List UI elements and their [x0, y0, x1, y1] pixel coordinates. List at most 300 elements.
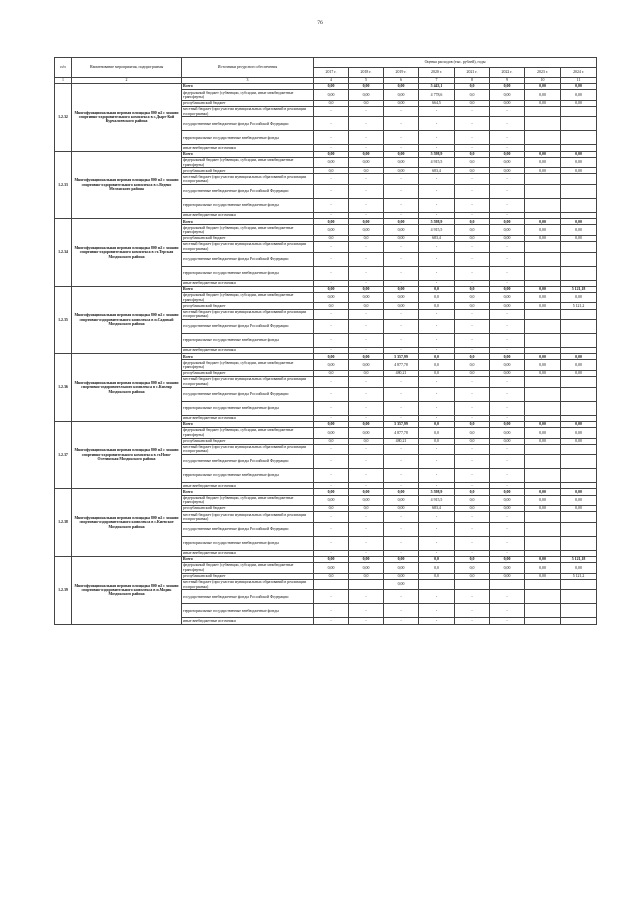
amount-cell: 0,0 — [349, 100, 384, 106]
amount-cell: 0,0 — [314, 235, 349, 241]
amount-cell — [561, 320, 597, 334]
amount-cell: 0,00 — [525, 90, 561, 101]
amount-cell: 0,00 — [525, 573, 561, 579]
amount-cell: - — [419, 536, 455, 550]
amount-cell: - — [455, 212, 490, 218]
amount-cell: 0,00 — [490, 292, 525, 303]
amount-cell: - — [455, 590, 490, 604]
amount-cell — [561, 618, 597, 624]
amount-cell: - — [490, 334, 525, 348]
amount-cell: 0,00 — [525, 438, 561, 444]
amount-cell: 0,00 — [490, 303, 525, 309]
amount-cell: - — [384, 131, 419, 145]
header-year: 2021 г. — [455, 68, 490, 78]
funding-source: Всего — [182, 286, 314, 292]
amount-cell: 0,00 — [349, 421, 384, 427]
amount-cell: 0,0 — [455, 84, 490, 90]
amount-cell: - — [490, 469, 525, 483]
amount-cell: 0,00 — [561, 489, 597, 495]
amount-cell: 0,00 — [490, 157, 525, 168]
amount-cell: 0,00 — [525, 563, 561, 574]
amount-cell: - — [314, 348, 349, 354]
amount-cell: 0,00 — [314, 151, 349, 157]
amount-cell: 0,00 — [384, 489, 419, 495]
amount-cell: 0,00 — [561, 354, 597, 360]
amount-cell: - — [490, 483, 525, 489]
amount-cell: 0,00 — [490, 286, 525, 292]
amount-cell — [525, 377, 561, 388]
amount-cell: - — [384, 455, 419, 469]
amount-cell: - — [419, 512, 455, 523]
item-name: Многофункциональная игровая площадка 800 м2 с зонами спортивно-оздоровительного комплекса в п.Садовый Моздокского района — [72, 286, 182, 354]
amount-cell: 0,00 — [561, 495, 597, 506]
amount-cell: - — [384, 469, 419, 483]
amount-cell: 0,00 — [561, 219, 597, 225]
amount-cell: - — [455, 334, 490, 348]
amount-cell: 0,00 — [490, 556, 525, 562]
amount-cell: 0,00 — [384, 286, 419, 292]
amount-cell: - — [349, 212, 384, 218]
amount-cell: 0,0 — [455, 563, 490, 574]
amount-cell: - — [455, 320, 490, 334]
amount-cell — [490, 579, 525, 590]
amount-cell: - — [349, 252, 384, 266]
amount-cell: 0,00 — [314, 556, 349, 562]
amount-cell — [525, 266, 561, 280]
amount-cell: - — [314, 106, 349, 117]
amount-cell: 0,0 — [419, 421, 455, 427]
amount-cell: - — [490, 309, 525, 320]
amount-cell: - — [490, 184, 525, 198]
amount-cell: - — [349, 522, 384, 536]
funding-source: иные внебюджетные источники — [182, 145, 314, 151]
amount-cell: 0,00 — [490, 84, 525, 90]
amount-cell: 0,00 — [349, 84, 384, 90]
funding-source: Всего — [182, 556, 314, 562]
amount-cell: 0,00 — [314, 157, 349, 168]
amount-cell — [561, 522, 597, 536]
amount-cell — [525, 455, 561, 469]
item-name: Многофункциональная игровая площадка 800 м2 с зонами спортивно-оздоровительного комплекса в ст.Ново-Осетинская Моздокского района — [72, 421, 182, 489]
funding-source: Всего — [182, 354, 314, 360]
amount-cell: - — [455, 184, 490, 198]
amount-cell: 0,00 — [349, 292, 384, 303]
amount-cell: - — [490, 212, 525, 218]
amount-cell: - — [384, 377, 419, 388]
amount-cell: - — [419, 377, 455, 388]
amount-cell: - — [419, 106, 455, 117]
amount-cell: 0,0 — [455, 168, 490, 174]
amount-cell: 0,00 — [525, 489, 561, 495]
amount-cell: 0,0 — [419, 360, 455, 371]
amount-cell: - — [349, 174, 384, 185]
amount-cell: - — [419, 455, 455, 469]
item-code: 1.2.34 — [55, 219, 72, 287]
amount-cell: 0,00 — [349, 489, 384, 495]
amount-cell: - — [314, 280, 349, 286]
amount-cell: - — [349, 618, 384, 624]
amount-cell: - — [419, 348, 455, 354]
amount-cell — [525, 618, 561, 624]
amount-cell: 480,21 — [384, 370, 419, 376]
amount-cell: 0,0 — [349, 370, 384, 376]
amount-cell — [455, 579, 490, 590]
amount-cell: 0,00 — [490, 219, 525, 225]
amount-cell: 0,00 — [561, 90, 597, 101]
amount-cell: 0,00 — [384, 235, 419, 241]
amount-cell: 0,00 — [490, 438, 525, 444]
amount-cell: 0,00 — [525, 225, 561, 236]
amount-cell: - — [349, 145, 384, 151]
amount-cell: 0,00 — [349, 219, 384, 225]
amount-cell: - — [490, 266, 525, 280]
amount-cell: 0,00 — [525, 100, 561, 106]
amount-cell — [525, 198, 561, 212]
item-name: Многофункциональная игровая площадка 800 м2 с зонами спортивно-оздоровительного комплекса в п.Модик Моздокского района — [72, 556, 182, 624]
funding-source: федеральный бюджет (субвенции, субсидии, иные межбюджетные трансферты) — [182, 360, 314, 371]
amount-cell: 0,0 — [455, 100, 490, 106]
amount-cell — [561, 242, 597, 253]
amount-cell: - — [384, 387, 419, 401]
amount-cell: - — [419, 469, 455, 483]
amount-cell: 0,00 — [349, 563, 384, 574]
amount-cell — [525, 522, 561, 536]
amount-cell: - — [419, 198, 455, 212]
amount-cell — [525, 309, 561, 320]
item-code: 1.2.33 — [55, 151, 72, 219]
amount-cell: 4 877,78 — [384, 428, 419, 439]
amount-cell — [525, 334, 561, 348]
amount-cell: 0,00 — [525, 370, 561, 376]
amount-cell: - — [455, 198, 490, 212]
amount-cell: - — [490, 415, 525, 421]
amount-cell — [525, 590, 561, 604]
amount-cell: 0,00 — [314, 292, 349, 303]
amount-cell: 0,00 — [384, 157, 419, 168]
amount-cell: 0,0 — [455, 506, 490, 512]
amount-cell: - — [455, 522, 490, 536]
funding-source: иные внебюджетные источники — [182, 348, 314, 354]
funding-source: Всего — [182, 421, 314, 427]
amount-cell: - — [455, 131, 490, 145]
amount-cell: 5 357,99 — [384, 354, 419, 360]
amount-cell: - — [455, 309, 490, 320]
header-year: 2023 г. — [525, 68, 561, 78]
amount-cell: 0,00 — [384, 168, 419, 174]
amount-cell: - — [490, 604, 525, 618]
amount-cell: 0,00 — [314, 360, 349, 371]
funding-source: иные внебюджетные источники — [182, 280, 314, 286]
column-index: 6 — [384, 78, 419, 84]
amount-cell — [525, 252, 561, 266]
funding-source: федеральный бюджет (субвенции, субсидии, иные межбюджетные трансферты) — [182, 292, 314, 303]
amount-cell: 0,00 — [561, 84, 597, 90]
amount-cell: - — [314, 320, 349, 334]
amount-cell: - — [490, 280, 525, 286]
amount-cell: 0,00 — [561, 370, 597, 376]
amount-cell: - — [419, 444, 455, 455]
funding-source: федеральный бюджет (субвенции, субсидии, иные межбюджетные трансферты) — [182, 90, 314, 101]
amount-cell: 0,00 — [314, 354, 349, 360]
funding-source: государственные внебюджетные фонды Российской Федерации — [182, 252, 314, 266]
amount-cell: 0,00 — [349, 428, 384, 439]
amount-cell: 0,00 — [314, 563, 349, 574]
amount-cell: 0,00 — [349, 157, 384, 168]
amount-cell: - — [490, 522, 525, 536]
funding-source: территориальные государственные внебюджетные фонды — [182, 604, 314, 618]
amount-cell: 0,0 — [455, 573, 490, 579]
amount-cell: 0,00 — [561, 292, 597, 303]
amount-cell: - — [314, 387, 349, 401]
amount-cell: 0,0 — [349, 438, 384, 444]
amount-cell: 5 121,18 — [561, 556, 597, 562]
funding-source: республиканский бюджет — [182, 370, 314, 376]
funding-source: иные внебюджетные источники — [182, 212, 314, 218]
amount-cell: 0,00 — [561, 421, 597, 427]
amount-cell: - — [455, 483, 490, 489]
funding-source: местный бюджет (при участии муниципальных образований в реализации госпрограммы) — [182, 174, 314, 185]
amount-cell: - — [419, 174, 455, 185]
amount-cell: - — [314, 455, 349, 469]
amount-cell: - — [349, 455, 384, 469]
amount-cell: 480,21 — [384, 438, 419, 444]
amount-cell — [561, 377, 597, 388]
amount-cell: - — [349, 401, 384, 415]
amount-cell: - — [314, 131, 349, 145]
amount-cell: 0,00 — [384, 506, 419, 512]
amount-cell: - — [490, 387, 525, 401]
amount-cell: - — [455, 117, 490, 131]
amount-cell: 5 121,2 — [561, 303, 597, 309]
amount-cell: - — [384, 401, 419, 415]
amount-cell: - — [455, 348, 490, 354]
amount-cell — [561, 604, 597, 618]
amount-cell: - — [349, 106, 384, 117]
amount-cell: 0,00 — [525, 286, 561, 292]
amount-cell: 0,0 — [455, 438, 490, 444]
amount-cell: 4 915,5 — [419, 225, 455, 236]
amount-cell: 0,00 — [384, 573, 419, 579]
amount-cell: - — [490, 512, 525, 523]
amount-cell: 664,5 — [419, 100, 455, 106]
amount-cell: 0,0 — [455, 421, 490, 427]
amount-cell — [525, 512, 561, 523]
amount-cell — [419, 579, 455, 590]
amount-cell: - — [455, 604, 490, 618]
amount-cell: 5 121,2 — [561, 573, 597, 579]
amount-cell: - — [490, 131, 525, 145]
amount-cell: - — [384, 522, 419, 536]
amount-cell: 0,0 — [419, 292, 455, 303]
amount-cell: 0,0 — [455, 360, 490, 371]
amount-cell — [561, 334, 597, 348]
amount-cell: 0,0 — [455, 489, 490, 495]
column-index: 10 — [525, 78, 561, 84]
amount-cell: 0,00 — [525, 235, 561, 241]
amount-cell: - — [490, 590, 525, 604]
amount-cell: 0,0 — [455, 370, 490, 376]
amount-cell: 0,00 — [525, 219, 561, 225]
amount-cell: - — [349, 415, 384, 421]
amount-cell: 0,00 — [349, 225, 384, 236]
header-year: 2018 г. — [349, 68, 384, 78]
amount-cell: - — [419, 131, 455, 145]
funding-source: местный бюджет (при участии муниципальных образований в реализации госпрограммы) — [182, 106, 314, 117]
funding-source: государственные внебюджетные фонды Российской Федерации — [182, 590, 314, 604]
amount-cell: 0,0 — [349, 168, 384, 174]
amount-cell — [525, 184, 561, 198]
amount-cell: 0,00 — [314, 219, 349, 225]
funding-source: Всего — [182, 84, 314, 90]
amount-cell: 0,00 — [525, 292, 561, 303]
header-year: 2019 г. — [384, 68, 419, 78]
amount-cell: - — [349, 387, 384, 401]
amount-cell: 0,0 — [349, 506, 384, 512]
amount-cell: - — [455, 401, 490, 415]
amount-cell: - — [419, 212, 455, 218]
funding-source: территориальные государственные внебюджетные фонды — [182, 198, 314, 212]
amount-cell: 0,0 — [314, 438, 349, 444]
header-name: Наименование мероприятия, подпрограммы — [72, 58, 182, 78]
amount-cell — [525, 444, 561, 455]
amount-cell — [525, 242, 561, 253]
amount-cell — [561, 174, 597, 185]
amount-cell: - — [314, 377, 349, 388]
amount-cell: - — [419, 320, 455, 334]
amount-cell: 0,0 — [455, 219, 490, 225]
amount-cell: 0,0 — [455, 556, 490, 562]
funding-source: государственные внебюджетные фонды Российской Федерации — [182, 117, 314, 131]
amount-cell: - — [384, 550, 419, 556]
amount-cell: 0,00 — [561, 360, 597, 371]
column-index: 7 — [419, 78, 455, 84]
amount-cell: 0,00 — [525, 354, 561, 360]
amount-cell: 0,00 — [384, 579, 419, 590]
header-num: п/п — [55, 58, 72, 78]
amount-cell: - — [384, 320, 419, 334]
amount-cell: - — [314, 618, 349, 624]
amount-cell: - — [384, 145, 419, 151]
amount-cell: 0,00 — [490, 421, 525, 427]
amount-cell: - — [384, 444, 419, 455]
amount-cell: - — [490, 455, 525, 469]
amount-cell: - — [384, 618, 419, 624]
amount-cell: 0,00 — [561, 100, 597, 106]
amount-cell: 0,00 — [561, 506, 597, 512]
amount-cell: 0,00 — [525, 168, 561, 174]
amount-cell: - — [455, 280, 490, 286]
amount-cell: - — [490, 145, 525, 151]
funding-source: республиканский бюджет — [182, 506, 314, 512]
amount-cell: - — [314, 469, 349, 483]
amount-cell: - — [314, 117, 349, 131]
funding-source: Всего — [182, 151, 314, 157]
funding-source: государственные внебюджетные фонды Российской Федерации — [182, 387, 314, 401]
amount-cell: 0,00 — [384, 292, 419, 303]
amount-cell: 0,00 — [384, 84, 419, 90]
amount-cell: 0,00 — [561, 225, 597, 236]
amount-cell — [561, 469, 597, 483]
amount-cell: - — [384, 242, 419, 253]
amount-cell — [561, 309, 597, 320]
amount-cell: 0,00 — [314, 286, 349, 292]
amount-cell: 0,00 — [384, 100, 419, 106]
amount-cell: 0,00 — [349, 360, 384, 371]
column-index: 3 — [182, 78, 314, 84]
amount-cell: 683,4 — [419, 506, 455, 512]
column-index: 2 — [72, 78, 182, 84]
amount-cell: - — [455, 242, 490, 253]
column-index: 11 — [561, 78, 597, 84]
amount-cell: - — [455, 455, 490, 469]
amount-cell: - — [349, 590, 384, 604]
amount-cell: - — [314, 590, 349, 604]
amount-cell: - — [455, 174, 490, 185]
amount-cell: - — [455, 106, 490, 117]
amount-cell — [525, 536, 561, 550]
amount-cell: - — [419, 184, 455, 198]
amount-cell: - — [419, 401, 455, 415]
amount-cell: - — [384, 198, 419, 212]
amount-cell: - — [419, 550, 455, 556]
amount-cell: 5 598,9 — [419, 151, 455, 157]
amount-cell: - — [419, 415, 455, 421]
amount-cell: 5 443,1 — [419, 84, 455, 90]
amount-cell — [561, 444, 597, 455]
amount-cell — [561, 106, 597, 117]
amount-cell — [561, 252, 597, 266]
amount-cell: - — [314, 512, 349, 523]
amount-cell: 0,00 — [349, 286, 384, 292]
amount-cell: - — [419, 242, 455, 253]
funding-source: республиканский бюджет — [182, 168, 314, 174]
item-code: 1.2.38 — [55, 489, 72, 557]
amount-cell: 0,0 — [314, 370, 349, 376]
amount-cell: - — [349, 117, 384, 131]
amount-cell: - — [419, 309, 455, 320]
amount-cell: 0,0 — [419, 573, 455, 579]
funding-source: федеральный бюджет (субвенции, субсидии, иные межбюджетные трансферты) — [182, 495, 314, 506]
amount-cell: - — [490, 401, 525, 415]
amount-cell: - — [314, 212, 349, 218]
amount-cell: 0,0 — [455, 225, 490, 236]
item-code: 1.2.39 — [55, 556, 72, 624]
amount-cell: - — [349, 604, 384, 618]
amount-cell: - — [455, 252, 490, 266]
item-name: Многофункциональная игровая площадка 800 м2 с зонами спортивно-оздоровительного комплекса в с.Кизляр Моздокского района — [72, 354, 182, 422]
amount-cell: - — [349, 198, 384, 212]
amount-cell: 0,00 — [525, 84, 561, 90]
amount-cell: 0,0 — [419, 286, 455, 292]
amount-cell: 0,0 — [455, 495, 490, 506]
amount-cell: 0,00 — [561, 428, 597, 439]
funding-source: государственные внебюджетные фонды Российской Федерации — [182, 320, 314, 334]
amount-cell: - — [314, 415, 349, 421]
amount-cell: - — [455, 377, 490, 388]
amount-cell: - — [490, 348, 525, 354]
amount-cell: - — [384, 334, 419, 348]
amount-cell: - — [455, 469, 490, 483]
amount-cell: 0,00 — [561, 168, 597, 174]
amount-cell: 0,00 — [490, 225, 525, 236]
budget-table — [54, 57, 597, 625]
amount-cell: - — [419, 117, 455, 131]
amount-cell — [525, 174, 561, 185]
amount-cell: 0,00 — [525, 421, 561, 427]
amount-cell: - — [490, 536, 525, 550]
amount-cell — [525, 604, 561, 618]
amount-cell — [561, 455, 597, 469]
